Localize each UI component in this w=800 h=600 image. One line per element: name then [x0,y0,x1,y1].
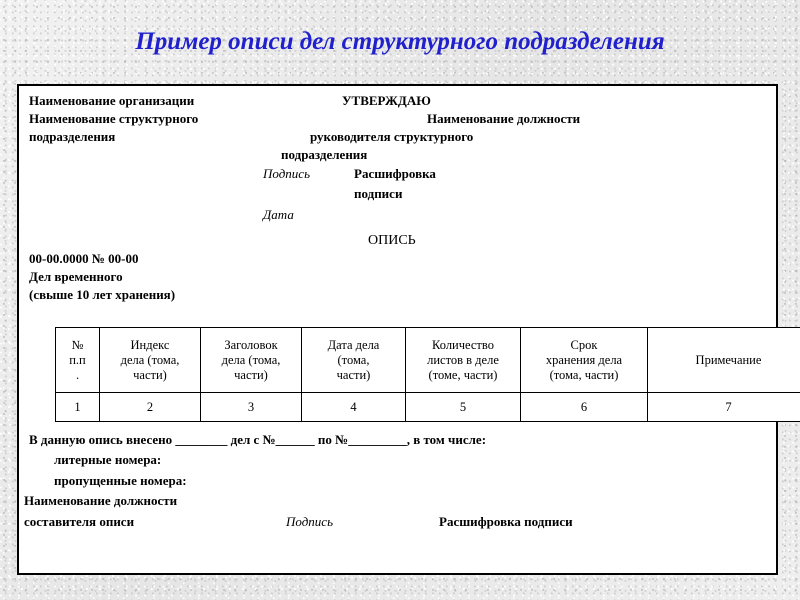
header-line: Дата дела [327,337,380,352]
table-cell-number: 2 [100,393,201,422]
table-row [56,393,800,422]
table-header-sheet-count [406,328,521,393]
header-line: . [75,367,80,382]
table-cell-number: 3 [201,393,302,422]
header-line: п.п [69,352,86,367]
header-line: Заголовок [224,337,278,352]
document-frame [17,84,778,575]
header-line: (тома, [337,352,370,367]
header-line: хранения дела [545,352,623,367]
document-body [19,86,776,573]
header-line: дела (тома, [120,352,180,367]
table-cell-number: 6 [521,393,648,422]
table-cell-number: 1 [56,393,100,422]
header-line: части) [336,367,371,382]
header-line: части) [234,367,268,382]
total-entered-line: В данную опись внесено ________ дел с №______ по №_________, в том числе: [29,432,487,447]
table-header-note [648,328,800,393]
approve-position-line-3: подразделения [281,147,368,162]
storage-line-1: Дел временного [29,269,123,284]
subdivision-line-2: подразделения [29,129,116,144]
header-line: Срок [570,337,598,352]
table-cell-number: 4 [302,393,406,422]
compiler-decoding-label: Расшифровка подписи [439,514,573,529]
table-cell-number: 7 [648,393,800,422]
table-header-number [56,328,100,393]
header-line: Количество [432,337,494,352]
approve-date-label: Дата [263,207,294,222]
approve-position-line-1: Наименование должности [427,111,581,126]
missing-numbers-label: пропущенные номера: [54,473,187,488]
header-line: листов в деле [427,352,499,367]
storage-line-2: (свыше 10 лет хранения) [29,287,176,302]
compiler-signature-label: Подпись [286,514,333,529]
approve-position-line-2: руководителя структурного [310,129,474,144]
header-line: Примечание [695,352,762,367]
header-line: Индекс [130,337,170,352]
org-name-label: Наименование организации [29,93,195,108]
opis-title: ОПИСЬ [368,233,416,248]
approve-decoding-line-1: Расшифровка [354,166,436,181]
table-cell-number: 5 [406,393,521,422]
table-header-date [302,328,406,393]
header-line: (тома, части) [549,367,619,382]
approve-decoding-line-2: подписи [354,186,403,201]
approve-label: УТВЕРЖДАЮ [342,93,431,108]
header-line: дела (тома, [221,352,281,367]
slide-title: Пример описи дел структурного подразделения [135,28,665,55]
subdivision-line-1: Наименование структурного [29,111,199,126]
table-header-heading [201,328,302,393]
compiler-position-line-2: составителя описи [24,514,135,529]
header-line: части) [133,367,167,382]
table-header-storage-term [521,328,648,393]
header-line: (томе, части) [428,367,498,382]
approve-signature-label: Подпись [263,166,310,181]
compiler-position-line-1: Наименование должности [24,493,178,508]
header-line: № [71,337,84,352]
table-header-row [56,328,800,393]
letter-numbers-label: литерные номера: [54,452,162,467]
table-header-index [100,328,201,393]
inventory-table [55,327,800,422]
document-date-number: 00-00.0000 № 00-00 [29,251,139,266]
